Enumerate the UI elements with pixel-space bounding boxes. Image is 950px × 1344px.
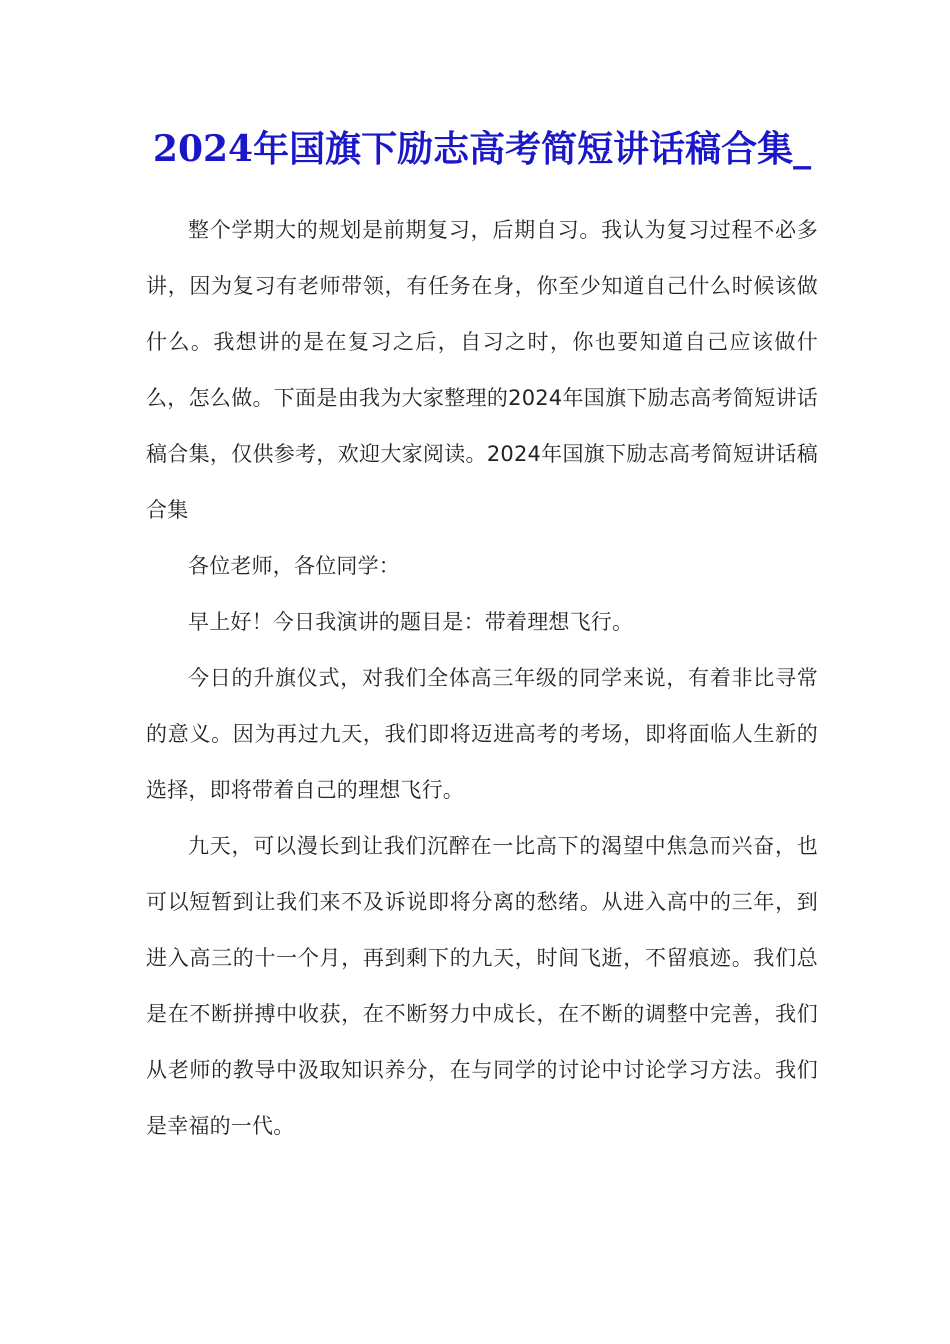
paragraph-nine-days: 九天，可以漫长到让我们沉醉在一比高下的渴望中焦急而兴奋，也可以短暂到让我们来不及诉说即将分离的愁绪。从进入高中的三年，到进入高三的十一个月，再到剩下的九天，时间飞逝，不留痕迹。我们总是在不断拼搏中收获，在不断努力中成长，在不断的调整中完善，我们从老师的教导中汲取知识养分，在与同学的讨论中讨论学习方法。我们是幸福的一代。 [146, 834, 818, 1138]
document-body [146, 202, 818, 1154]
paragraph-topic: 早上好！今日我演讲的题目是：带着理想飞行。 [188, 610, 634, 634]
paragraph-intro: 整个学期大的规划是前期复习，后期自习。我认为复习过程不必多讲，因为复习有老师带领，有任务在身，你至少知道自己什么时候该做什么。我想讲的是在复习之后，自习之时，你也要知道自己应该做什么，怎么做。下面是由我为大家整理的2024年国旗下励志高考简短讲话稿合集，仅供参考，欢迎大家阅读。2024年国旗下励志高考简短讲话稿合集 [146, 218, 818, 522]
paragraph-ceremony: 今日的升旗仪式，对我们全体高三年级的同学来说，有着非比寻常的意义。因为再过九天，我们即将迈进高考的考场，即将面临人生新的选择，即将带着自己的理想飞行。 [146, 666, 818, 802]
paragraph-greeting: 各位老师，各位同学： [188, 554, 400, 578]
document-title: 2024年国旗下励志高考简短讲话稿合集_ [152, 128, 812, 170]
